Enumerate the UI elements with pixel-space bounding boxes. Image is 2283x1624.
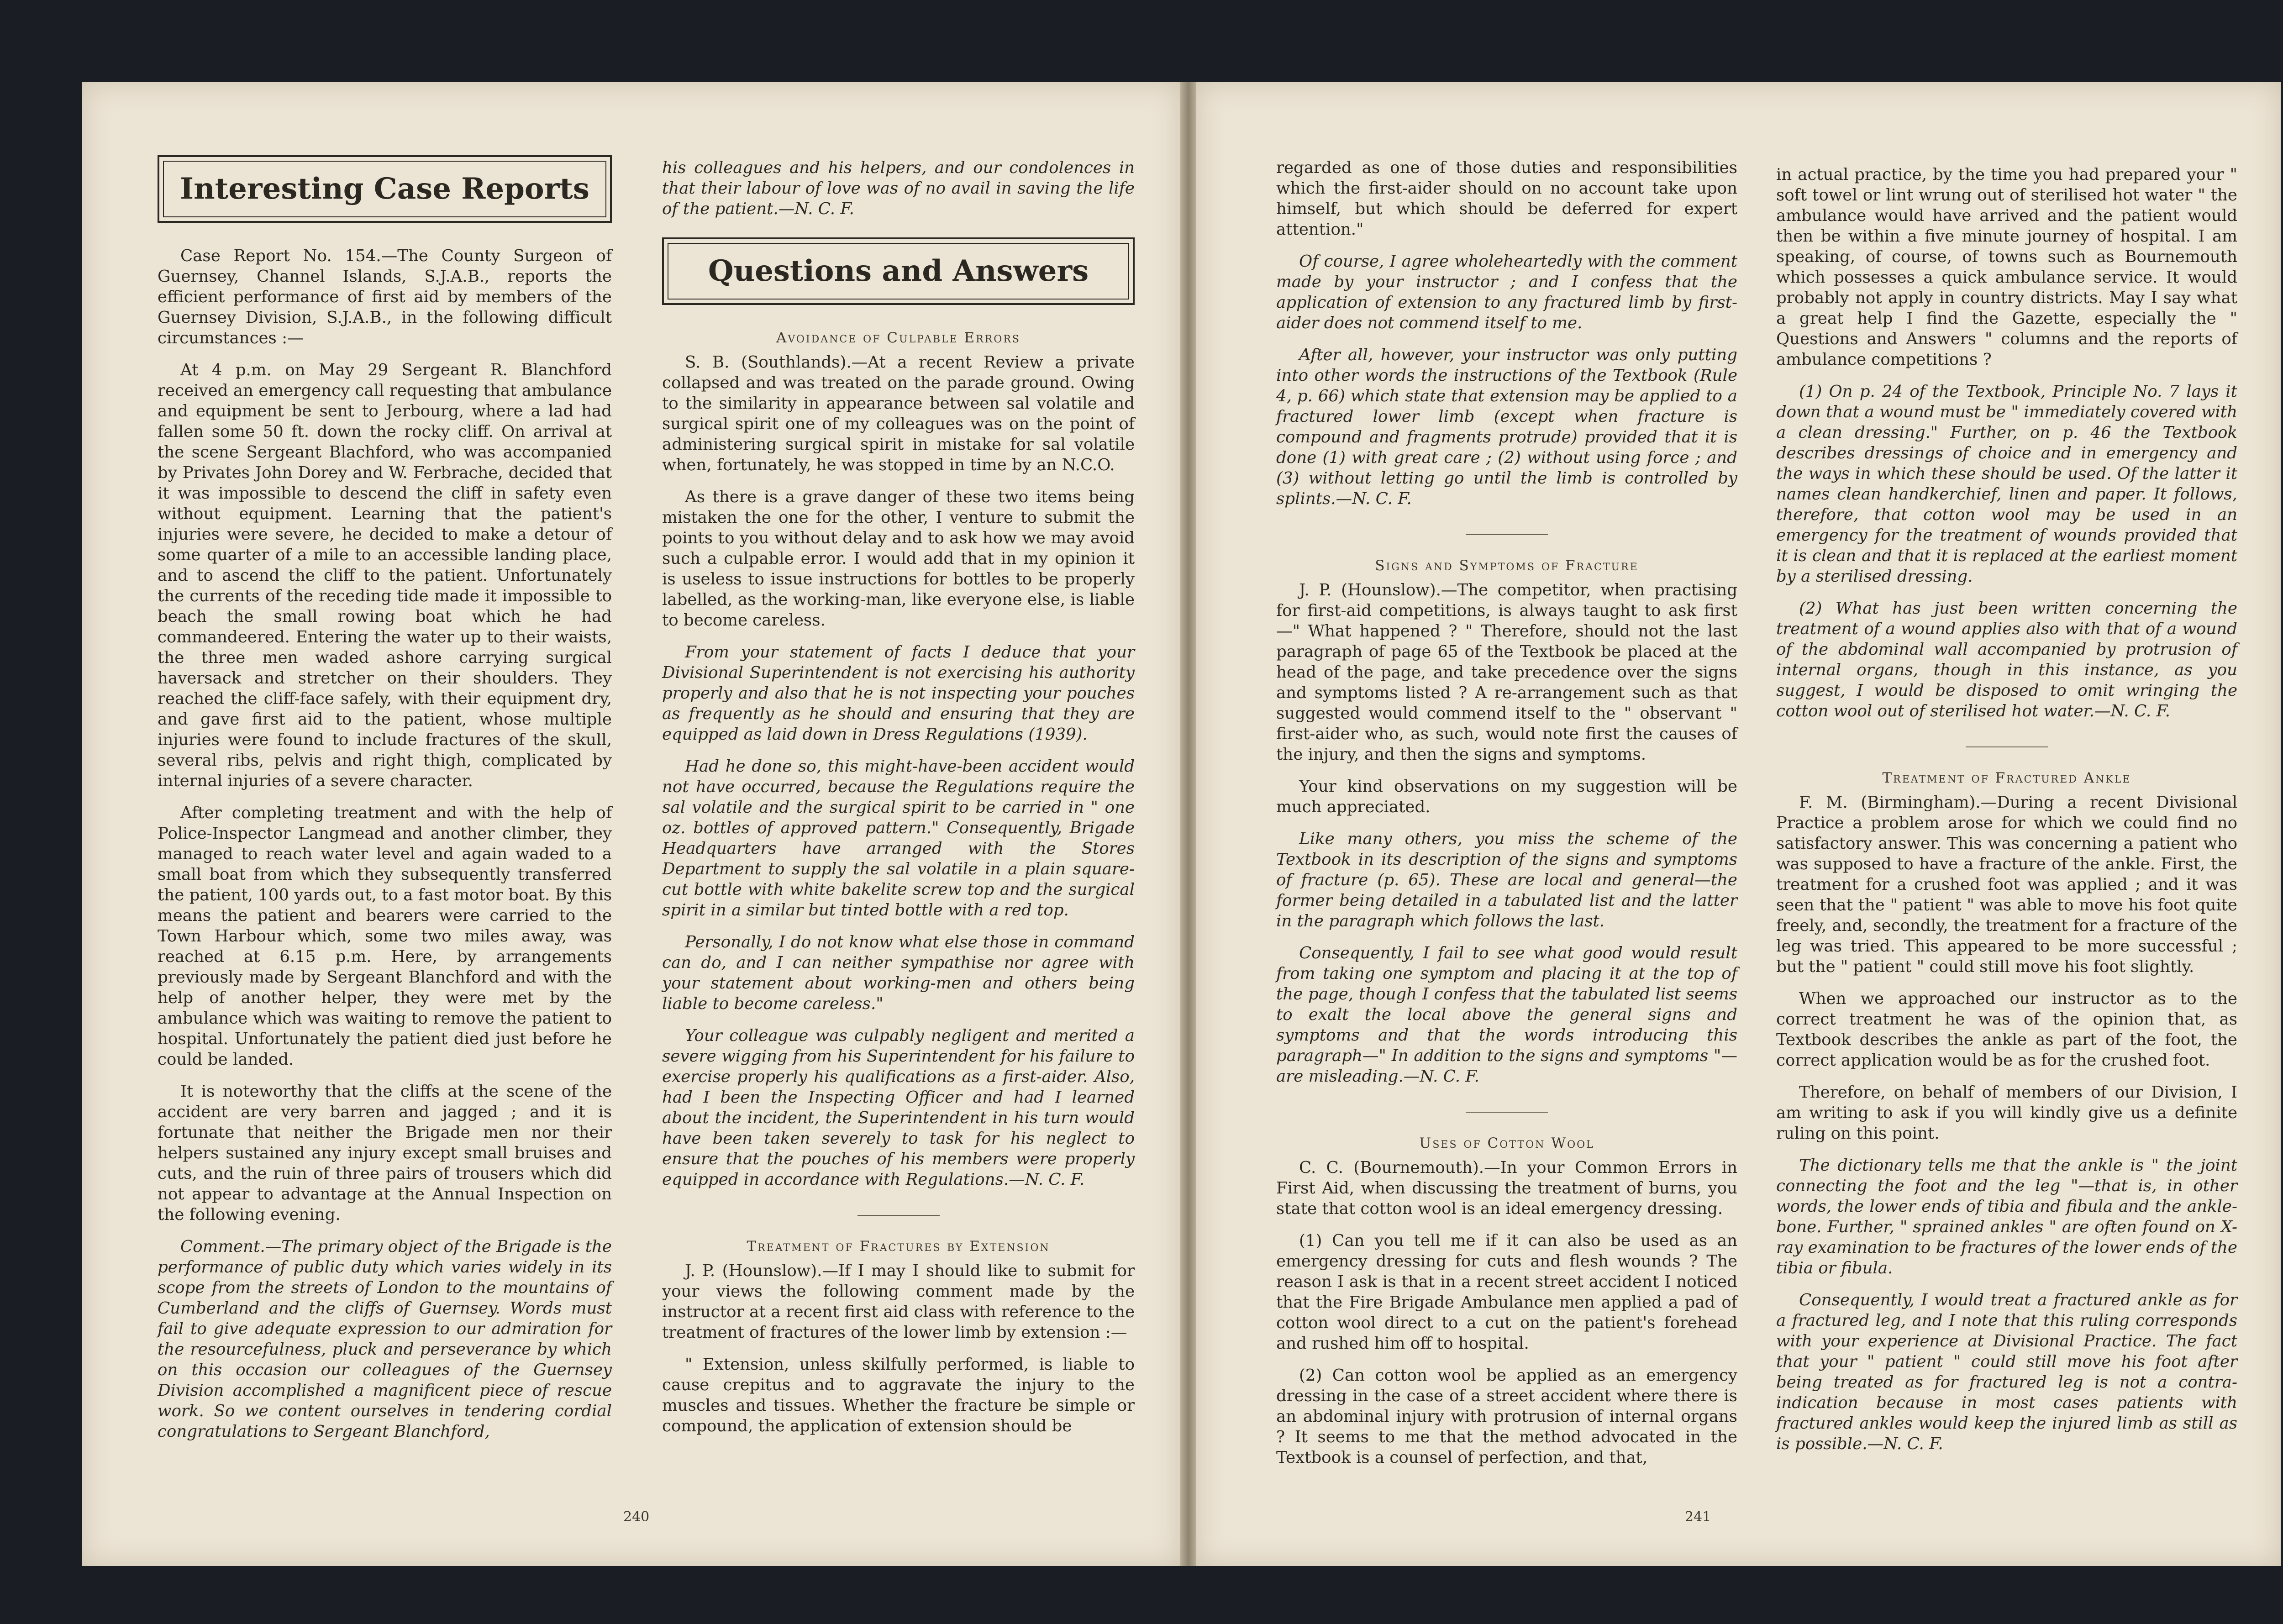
- answer-paragraph: Like many others, you miss the scheme of the Textbook in its description of the signs and symptoms of fracture (p. 65). These are local and general—the former being detailed in a tabulated list and the latter in the paragraph which follows the last.: [1276, 830, 1737, 930]
- case-paragraph: At 4 p.m. on May 29 Sergeant R. Blanchford received an emergency call requesting that ambulance and equipment be sent to Jerbourg, where a lad had fallen some 50 ft. down the rocky cliff. On arrival at the scene Sergeant Blachford, who was accompanied by Privates John Dorey and W. Ferbrache, decided that it was impossible to descend the cliff in safety even without equipment. Learning that the patient's injuries were severe, he decided to make a detour of some quarter of a mile to an accessible landing place, and to ascend the cliff to the patient. Unfortunately the currents of the receding tide made it impossible to beach the small rowing boat which he had commandeered. Entering the water up to their waists, the three men waded ashore carrying surgical haversack and stretcher on their shoulders. They reached the cliff-face safely, with their equipment dry, and gave first aid to the patient, whose multiple injuries were found to include fractures of the skull, several ribs, pelvis and right thigh, complicated by internal injuries of a severe character.: [158, 361, 612, 790]
- section-divider: [1466, 1112, 1548, 1113]
- case-reports-title-box: [158, 155, 612, 223]
- section-heading: Treatment of Fractures by Extension: [747, 1238, 1050, 1255]
- answer-paragraph: Your colleague was culpably negligent and merited a severe wigging from his Superintendent for his failure to exercise properly his qualifications as a first-aider. Also, had I been the Inspecting Officer and had I learned about the incident, the Superintendent in his turn would have been taken severely to task for his neglect to ensure that the pouches of his members were properly equipped in accordance with Regulations.—N. C. F.: [662, 1026, 1135, 1189]
- left-column-2: [662, 158, 1135, 1448]
- section-heading: Treatment of Fractured Ankle: [1882, 770, 2131, 786]
- answer-paragraph: From your statement of facts I deduce that your Divisional Superintendent is not exercising his authority properly and also that he is not inspecting your pouches as frequently as he should and ensuring that they are equipped as laid down in Dress Regulations (1939).: [662, 643, 1135, 744]
- answer-paragraph: Of course, I agree wholeheartedly with the comment made by your instructor ; and I confess that the application of extension to any fractured limb by first-aider does not commend itself to me.: [1276, 252, 1737, 332]
- answer-paragraph: (2) What has just been written concerning the treatment of a wound applies also with that of a wound of the abdominal wall accompanied by protrusion of internal organs, though in this instance, as you suggest, I would be disposed to omit wringing the cotton wool out of sterilised hot water.—N. C. F.: [1776, 599, 2237, 720]
- answer-paragraph: Consequently, I fail to see what good would result from taking one symptom and placing it at the top of the page, though I confess that the tabulated list seems to exalt the local above the general signs and symptoms and that the words introducing this paragraph—" In addition to the signs and symptoms "—are misleading.—N. C. F.: [1276, 944, 1737, 1086]
- question-continued: in actual practice, by the time you had prepared your " soft towel or lint wrung out of sterilised hot water " the ambulance would have arrived and the patient would then be within a five minute journey of hospital. I am speaking, of course, of towns such as Bournemouth which possesses a quick ambulance service. It would probably not apply in country districts. May I say what a great help I find the Gazette, especially the " Questions and Answers " columns and the reports of ambulance competitions ?: [1776, 165, 2237, 369]
- comment-continued: his colleagues and his helpers, and our condolences in that their labour of love was of no avail in saving the life of the patient.—N. C. F.: [662, 158, 1135, 218]
- section-divider: [1966, 746, 2048, 747]
- case-paragraph: After completing treatment and with the help of Police-Inspector Langmead and another climber, they managed to reach water level and again waded to a small boat from which they subsequently transferred the patient, 100 yards out, to a fast motor boat. By this means the patient and bearers were carried to the Town Harbour which, some two miles away, was reached at 6.15 p.m. Here, by arrangements previously made by Sergeant Blanchford and with the help of another helper, they were met by the ambulance which was waiting to remove the patient to hospital. Unfortunately the patient died just before he could be landed.: [158, 804, 612, 1069]
- left-page: [82, 82, 1180, 1566]
- case-comment: Comment.—The primary object of the Brigade is the performance of public duty which varies widely in its scope from the streets of London to the mountains of Cumberland and the cliffs of Guernsey. Words must fail to give adequate expression to our admiration for the resourcefulness, pluck and perseverance by which on this occasion our colleagues of the Guernsey Division accomplished a magnificent piece of rescue work. So we content ourselves in tendering cordial congratulations to Sergeant Blanchford,: [158, 1237, 612, 1441]
- question-paragraph: C. C. (Bournemouth).—In your Common Errors in First Aid, when discussing the treatment of burns, you state that cotton wool is an ideal emergency dressing.: [1276, 1158, 1737, 1218]
- answer-paragraph: Consequently, I would treat a fractured ankle as for a fractured leg, and I note that this ruling corresponds with your experience at Divisional Practice. The fact that your " patient " could still move his foot after being treated as for fractured leg is not a contra-indication because in most cases patients with fractured ankles would keep the injured limb as still as is possible.—N. C. F.: [1776, 1291, 2237, 1453]
- question-paragraph: J. P. (Hounslow).—If I may I should like to submit for your views the following comment made by the instructor at a recent first aid class with reference to the treatment of fractures of the lower limb by extension :—: [662, 1261, 1135, 1342]
- case-intro: Case Report No. 154.—The County Surgeon of Guernsey, Channel Islands, S.J.A.B., reports the efficient performance of first aid by members of the Guernsey Division, S.J.A.B., in the following difficult circumstances :—: [158, 247, 612, 347]
- page-number: 240: [623, 1509, 650, 1525]
- section-divider: [1466, 534, 1548, 535]
- question-paragraph: Your kind observations on my suggestion will be much appreciated.: [1276, 777, 1737, 816]
- case-reports-title: Interesting Case Reports: [163, 161, 606, 217]
- section-divider: [857, 1215, 940, 1216]
- right-column-2: [1776, 164, 2237, 1466]
- right-column-1: [1276, 158, 1737, 1479]
- question-paragraph: When we approached our instructor as to the correct treatment he was of the opinion that, as Textbook describes the ankle as part of the foot, the correct application would be as for the crushed foot.: [1776, 989, 2237, 1070]
- question-paragraph: As there is a grave danger of these two items being mistaken the one for the other, I venture to submit the points to you without delay and to ask how we may avoid such a culpable error. I would add that in my opinion it is useless to issue instructions for bottles to be properly labelled, as the working-man, like everyone else, is liable to become careless.: [662, 488, 1135, 630]
- answer-paragraph: The dictionary tells me that the ankle is " the joint connecting the foot and the leg "—that is, in other words, the lower ends of tibia and fibula and the ankle-bone. Further, " sprained ankles " are often found on X-ray examination to be fractures of the lower ends of the tibia or fibula.: [1776, 1156, 2237, 1277]
- answer-paragraph: Had he done so, this might-have-been accident would not have occurred, because the Regulations require the sal volatile and the surgical spirit to be carried in " one oz. bottles of approved pattern." Consequently, Brigade Headquarters have arranged with the Stores Department to supply the sal volatile in a plain square-cut bottle with white bakelite screw top and the surgical spirit in a similar but tinted bottle with a red top.: [662, 757, 1135, 920]
- case-paragraph: It is noteworthy that the cliffs at the scene of the accident are very barren and jagged ; and it is fortunate that neither the Brigade men nor their helpers sustained any injury except small bruises and cuts, and the ruin of three pairs of trousers which did not appear to advantage at the Annual Inspection on the following evening.: [158, 1082, 612, 1224]
- answer-paragraph: Personally, I do not know what else those in command can do, and I can neither sympathise nor agree with your statement about working-men and others being liable to become careless.": [662, 933, 1135, 1013]
- page-number: 241: [1685, 1509, 1711, 1525]
- section-heading: Uses of Cotton Wool: [1419, 1135, 1594, 1151]
- qa-title: Questions and Answers: [668, 243, 1129, 300]
- section-heading: Avoidance of Culpable Errors: [776, 330, 1021, 346]
- question-paragraph: S. B. (Southlands).—At a recent Review a private collapsed and was treated on the parade ground. Owing to the similarity in appearance between sal volatile and surgical spirit one of my colleagues was on the point of administering surgical spirit in mistake for sal volatile when, fortunately, he was stopped in time by an N.C.O.: [662, 353, 1135, 474]
- book-gutter: [1180, 82, 1196, 1566]
- answer-paragraph: After all, however, your instructor was only putting into other words the instructions of the Textbook (Rule 4, p. 66) which state that extension may be applied to a fractured lower limb (except when fracture is compound and fragments protrude) provided that it is done (1) with great care ; (2) without using force ; and (3) without letting go until the limb is controlled by splints.—N. C. F.: [1276, 346, 1737, 508]
- question-paragraph: " Extension, unless skilfully performed, is liable to cause crepitus and to aggravate the injury to the muscles and tissues. Whether the fracture be simple or compound, the application of extension should be: [662, 1355, 1135, 1435]
- question-paragraph: (2) Can cotton wool be applied as an emergency dressing in the case of a street accident where there is an abdominal injury with protrusion of internal organs ? It seems to me that the method advocated in the Textbook is a counsel of perfection, and that,: [1276, 1366, 1737, 1467]
- question-paragraph: J. P. (Hounslow).—The competitor, when practising for first-aid competitions, is always taught to ask first—" What happened ? " Therefore, should not the last paragraph of page 65 of the Textbook be placed at the head of the page, and take precedence over the signs and symptoms listed ? A re-arrangement such as that suggested would commend itself to the " observant " first-aider who, as such, would note first the causes of the injury, and then the signs and symptoms.: [1276, 581, 1737, 764]
- question-paragraph: Therefore, on behalf of members of our Division, I am writing to ask if you will kindly give us a definite ruling on this point.: [1776, 1083, 2237, 1143]
- section-heading: Signs and Symptoms of Fracture: [1375, 557, 1639, 574]
- question-paragraph: (1) Can you tell me if it can also be used as an emergency dressing for cuts and flesh wounds ? The reason I ask is that in a recent street accident I noticed that the Fire Brigade Ambulance men applied a pad of cotton wool direct to a cut on the patient's forehead and rushed him off to hospital.: [1276, 1231, 1737, 1353]
- question-continued: regarded as one of those duties and responsibilities which the first-aider should on no account take upon himself, but which should be deferred for expert attention.": [1276, 158, 1737, 239]
- qa-title-box: [662, 237, 1135, 305]
- right-page: [1196, 82, 2281, 1566]
- left-column-1: [158, 155, 612, 1453]
- answer-paragraph: (1) On p. 24 of the Textbook, Principle No. 7 lays it down that a wound must be " immediately covered with a clean dressing." Further, on p. 46 the Textbook describes dressings of choice and in emergency and the ways in which these should be used. Of the latter it names clean handkerchief, linen and paper. It follows, therefore, that cotton wool may be used in an emergency for the treatment of wounds provided that it is clean and that it is replaced at the earliest moment by a sterilised dressing.: [1776, 382, 2237, 586]
- question-paragraph: F. M. (Birmingham).—During a recent Divisional Practice a problem arose for which we could find no satisfactory answer. This was concerning a patient who was supposed to have a fracture of the ankle. First, the treatment for a crushed foot was applied ; and it was seen that the " patient " was able to move his foot quite freely, and, secondly, the treatment for a fracture of the leg was tried. This appeared to be more successful ; but the " patient " could still move his foot slightly.: [1776, 793, 2237, 976]
